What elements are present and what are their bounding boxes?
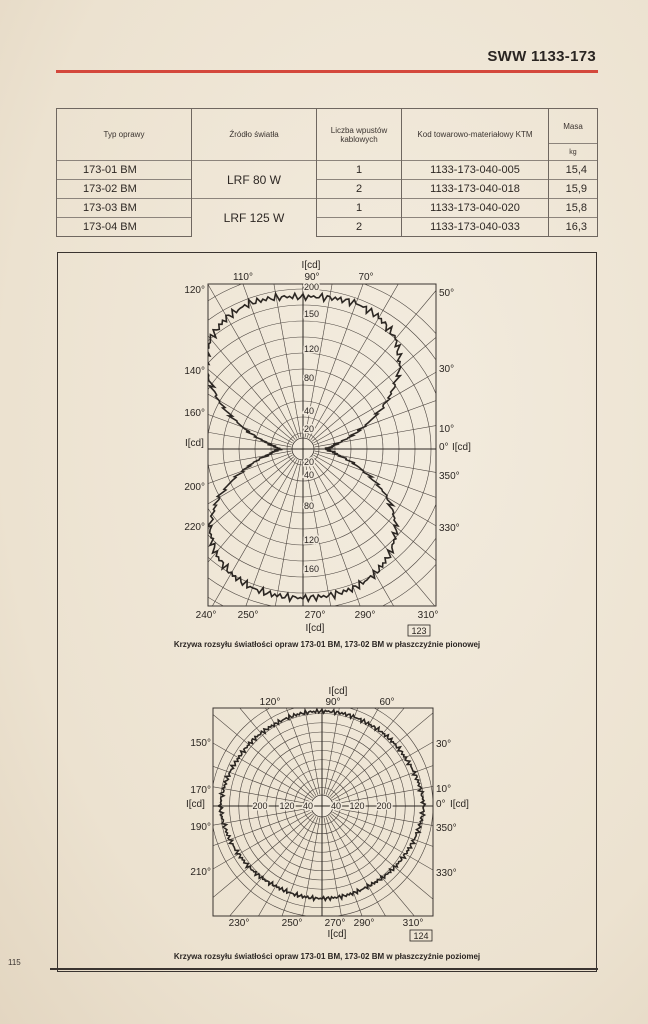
angle-label: 250° (281, 918, 303, 929)
unit-label-left: I[cd] (185, 438, 204, 449)
cell-source: LRF 125 W (192, 199, 317, 237)
cell-inlets: 2 (317, 180, 402, 199)
col-ktm: Kod towarowo-materiałowy KTM (402, 109, 549, 161)
radial-tick-label: 120 (349, 801, 365, 811)
col-inlets: Liczba wpustów kablowych (317, 109, 402, 161)
angle-label: 50° (439, 288, 455, 299)
radial-tick-label: 150 (304, 309, 320, 319)
angle-label: 10° (436, 784, 452, 795)
col-type: Typ oprawy (57, 109, 192, 161)
angle-label: 0° (436, 799, 446, 810)
cell-ktm: 1133-173-040-005 (402, 161, 549, 180)
radial-gridline (0, 814, 313, 1024)
radial-gridline (332, 506, 648, 800)
angle-label: 120° (184, 285, 205, 296)
radial-gridline (332, 812, 648, 1024)
angle-label: 310° (417, 610, 439, 621)
radial-gridline (326, 242, 527, 795)
col-mass-unit: kg (549, 144, 598, 161)
radial-gridline (98, 460, 299, 1013)
radial-tick-label: 20 (304, 424, 315, 434)
cell-mass: 16,3 (549, 218, 598, 237)
angle-label: 0° (439, 442, 449, 453)
angle-label: 290° (354, 610, 376, 621)
col-source: Źródło światła (192, 109, 317, 161)
cell-mass: 15,8 (549, 199, 598, 218)
cell-type: 173-01 BM (57, 161, 192, 180)
col-mass: Masa (549, 109, 598, 144)
cell-ktm: 1133-173-040-033 (402, 218, 549, 237)
radial-tick-label: 20 (304, 457, 315, 467)
page-number: 115 (8, 958, 21, 967)
radial-tick-label: 120 (279, 801, 295, 811)
angle-label: 90° (325, 697, 341, 708)
angle-label: 140° (184, 366, 205, 377)
angle-label: 270° (324, 918, 346, 929)
radial-gridline (334, 808, 648, 910)
radial-gridline (328, 286, 622, 795)
radial-gridline (0, 815, 314, 1024)
angle-label: 30° (436, 739, 452, 750)
radial-gridline (199, 0, 301, 437)
radial-gridline (0, 453, 292, 654)
radial-tick-label: 40 (304, 470, 315, 480)
angle-label: 250° (237, 610, 259, 621)
unit-label-top: I[cd] (301, 260, 321, 271)
cell-source: LRF 80 W (192, 161, 317, 199)
radial-tick-label: 40 (330, 801, 342, 811)
cell-type: 173-04 BM (57, 218, 192, 237)
unit-label-bottom: I[cd] (327, 929, 347, 940)
radial-tick-label: 120 (304, 344, 320, 354)
angle-label: 230° (228, 918, 250, 929)
cell-type: 173-02 BM (57, 180, 192, 199)
angle-label: 170° (190, 785, 211, 796)
radial-tick-label: 200 (376, 801, 392, 811)
cell-inlets: 1 (317, 161, 402, 180)
angle-label: 220° (184, 522, 205, 533)
figure-number: 124 (413, 931, 429, 941)
cell-mass: 15,4 (549, 161, 598, 180)
radial-gridline (313, 149, 648, 443)
radial-gridline (0, 702, 310, 804)
angle-label: 240° (195, 610, 217, 621)
cell-type: 173-03 BM (57, 199, 192, 218)
radial-gridline (0, 458, 295, 908)
angle-label: 330° (436, 868, 457, 879)
radial-gridline (328, 420, 648, 798)
radial-gridline (0, 506, 312, 800)
unit-label-top: I[cd] (328, 686, 348, 697)
radial-tick-label: 120 (304, 535, 320, 545)
radial-gridline (22, 816, 316, 1024)
angle-label: 190° (190, 822, 211, 833)
cell-ktm: 1133-173-040-020 (402, 199, 549, 218)
product-code: SWW 1133-173 (487, 48, 596, 65)
radial-tick-label: 80 (304, 501, 315, 511)
footer-rule (50, 968, 598, 970)
radial-gridline (314, 453, 648, 654)
angle-label: 120° (259, 697, 281, 708)
angle-label: 350° (436, 823, 457, 834)
caption-vertical: Krzywa rozsyłu światłości opraw 173-01 BM, 173-02 BM w płaszczyźnie pionowej (173, 640, 481, 649)
radial-gridline (117, 242, 318, 795)
unit-label-right: I[cd] (452, 442, 471, 453)
angle-label: 160° (184, 408, 205, 419)
radial-gridline (0, 63, 294, 441)
angle-label: 330° (439, 523, 460, 534)
radial-tick-label: 160 (304, 564, 320, 574)
radial-gridline (312, 63, 648, 441)
angle-label: 110° (233, 272, 253, 283)
radial-gridline (334, 702, 648, 804)
angle-label: 30° (439, 364, 455, 375)
cell-mass: 15,9 (549, 180, 598, 199)
radial-gridline (0, 420, 313, 798)
radial-tick-label: 80 (304, 373, 315, 383)
radial-gridline (307, 0, 508, 438)
radial-gridline (3, 459, 297, 968)
unit-label-left: I[cd] (186, 799, 205, 810)
radial-gridline (0, 0, 295, 440)
angle-label: 90° (304, 272, 320, 283)
cell-ktm: 1133-173-040-018 (402, 180, 549, 199)
angle-label: 270° (304, 610, 326, 621)
radial-tick-label: 40 (302, 801, 314, 811)
figure-number: 123 (411, 626, 427, 636)
caption-horizontal: Krzywa rozsyłu światłości opraw 173-01 BM, 173-02 BM w płaszczyźnie poziomej (173, 952, 481, 961)
angle-label: 10° (439, 424, 455, 435)
cell-inlets: 2 (317, 218, 402, 237)
cell-inlets: 1 (317, 199, 402, 218)
radial-gridline (0, 149, 293, 443)
angle-label: 70° (358, 272, 374, 283)
radial-gridline (0, 812, 312, 1024)
radial-gridline (0, 455, 293, 749)
radial-gridline (0, 808, 310, 910)
angle-label: 200° (184, 482, 205, 493)
radial-gridline (313, 455, 648, 749)
radial-tick-label: 200 (304, 282, 320, 292)
radial-gridline (309, 0, 603, 439)
unit-label-bottom: I[cd] (305, 623, 325, 634)
radial-gridline (333, 810, 648, 1011)
unit-label-right: I[cd] (450, 799, 469, 810)
radial-gridline (331, 814, 648, 1024)
radial-gridline (3, 0, 297, 439)
radial-tick-label: 40 (304, 406, 315, 416)
radial-gridline (311, 0, 648, 440)
radial-tick-label: 200 (252, 801, 268, 811)
angle-label: 290° (353, 918, 375, 929)
angle-label: 310° (402, 918, 424, 929)
angle-label: 60° (379, 697, 395, 708)
angle-label: 150° (190, 738, 211, 749)
angle-label: 210° (190, 867, 211, 878)
angle-label: 350° (439, 471, 460, 482)
radial-gridline (311, 458, 648, 908)
radial-gridline (305, 0, 407, 437)
radial-gridline (0, 810, 311, 1011)
